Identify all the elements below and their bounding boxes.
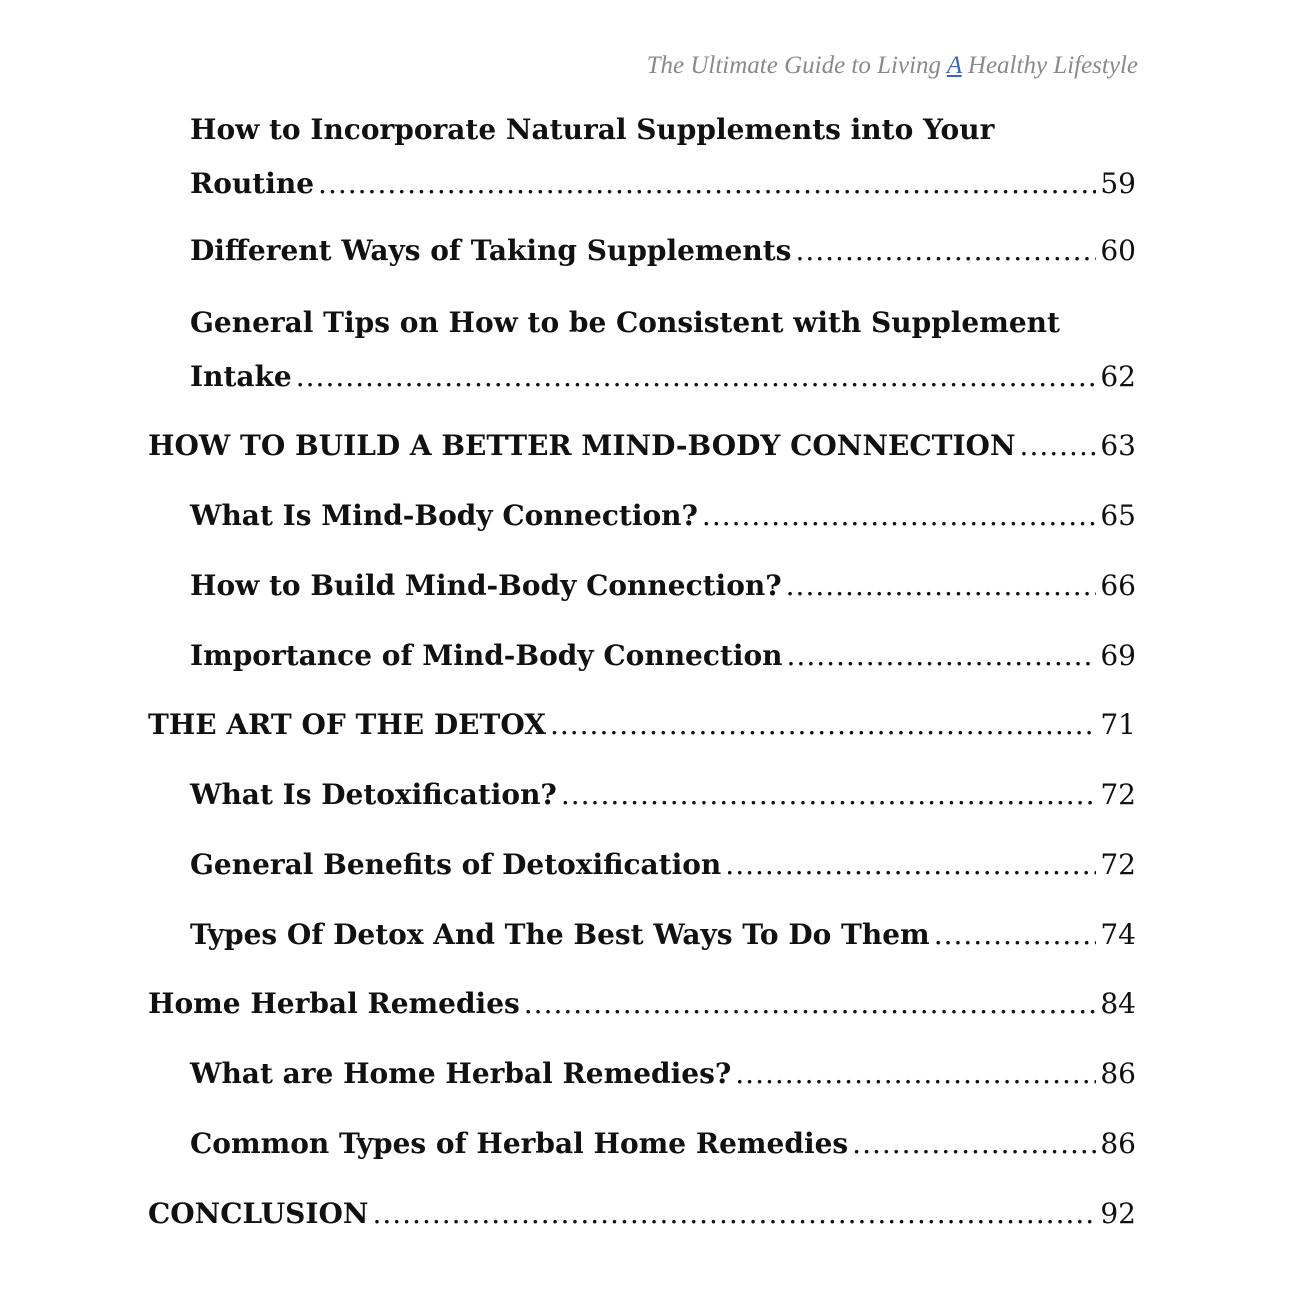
dot-leader [934,917,1097,953]
toc-entry-title: Routine [190,167,315,200]
toc-page-number: 59 [1100,167,1136,200]
toc-entry-title: What Is Mind-Body Connection? [190,499,698,532]
toc-entry-types-herbal-remedies[interactable] [190,1126,1136,1162]
header-title-post: Healthy Lifestyle [961,52,1138,79]
toc-entry-build-mind-body[interactable] [190,568,1136,604]
dot-leader [372,1196,1096,1232]
toc-entry-title: Types Of Detox And The Best Ways To Do Them [190,918,930,951]
dot-leader [786,568,1097,604]
toc-entry-title: General Benefits of Detoxification [190,848,722,881]
dot-leader [296,350,1097,404]
toc-entry-herbal-remedies-chapter[interactable] [148,986,1136,1022]
toc-page-number: 65 [1100,499,1136,532]
dot-leader [795,233,1096,269]
toc-entry-mind-body-chapter[interactable] [148,428,1136,464]
dot-leader [852,1126,1096,1162]
toc-page-number: 72 [1100,778,1136,811]
toc-page-number: 74 [1100,918,1136,951]
toc-entry-title: How to Build Mind-Body Connection? [190,569,782,602]
toc-page-number: 69 [1100,639,1136,672]
toc-entry-what-is-mind-body[interactable] [190,498,1136,534]
dot-leader [550,707,1096,743]
dot-leader [702,498,1096,534]
toc-entry-title: Home Herbal Remedies [148,987,520,1020]
toc-entry-title: Importance of Mind-Body Connection [190,639,783,672]
toc-entry-what-are-herbal-remedies[interactable] [190,1056,1136,1092]
toc-page-number: 71 [1100,708,1136,741]
toc-entry-title: Common Types of Herbal Home Remedies [190,1127,849,1160]
dot-leader [735,1056,1096,1092]
dot-leader [1020,428,1097,464]
toc-entry-benefits-detox[interactable] [190,847,1136,883]
toc-page-number: 72 [1100,848,1136,881]
toc-entry-title: CONCLUSION [148,1197,369,1230]
toc-entry-importance-mind-body[interactable] [190,638,1136,674]
dot-leader [725,847,1096,883]
toc-page-number: 66 [1100,569,1136,602]
toc-entry-title-line1: How to Incorporate Natural Supplements into Your [190,113,995,146]
header-title-pre: The Ultimate Guide to Living [646,52,947,79]
toc-entry-title: What Is Detoxification? [190,778,557,811]
header-title-highlight: A [946,52,962,79]
toc-page-number: 60 [1100,234,1136,267]
toc-entry-title: HOW TO BUILD A BETTER MIND-BODY CONNECTION [148,429,1016,462]
toc-entry-title: THE ART OF THE DETOX [148,708,546,741]
toc-page-number: 63 [1100,429,1136,462]
toc-page-number: 92 [1100,1197,1136,1230]
toc-entry-title: What are Home Herbal Remedies? [190,1057,732,1090]
toc-page-number: 62 [1100,360,1136,393]
toc-entry-incorporate-supplements[interactable] [190,103,1136,211]
toc-entry-title: Intake [190,360,292,393]
dot-leader [787,638,1097,674]
toc-page-number: 86 [1100,1127,1136,1160]
toc-entry-title: Different Ways of Taking Supplements [190,234,792,267]
toc-entry-title-line1: General Tips on How to be Consistent with Supplement [190,306,1060,339]
dot-leader [318,157,1096,211]
toc-page-number: 84 [1100,987,1136,1020]
toc-entry-consistent-supplement-intake[interactable] [190,296,1136,404]
toc-page-number: 86 [1100,1057,1136,1090]
toc-entry-detox-chapter[interactable] [148,707,1136,743]
toc-entry-conclusion[interactable] [148,1196,1136,1232]
dot-leader [524,986,1097,1022]
toc-entry-what-is-detox[interactable] [190,777,1136,813]
dot-leader [561,777,1097,813]
toc-entry-types-of-detox[interactable] [190,917,1136,953]
toc-entry-ways-taking-supplements[interactable] [190,233,1136,269]
